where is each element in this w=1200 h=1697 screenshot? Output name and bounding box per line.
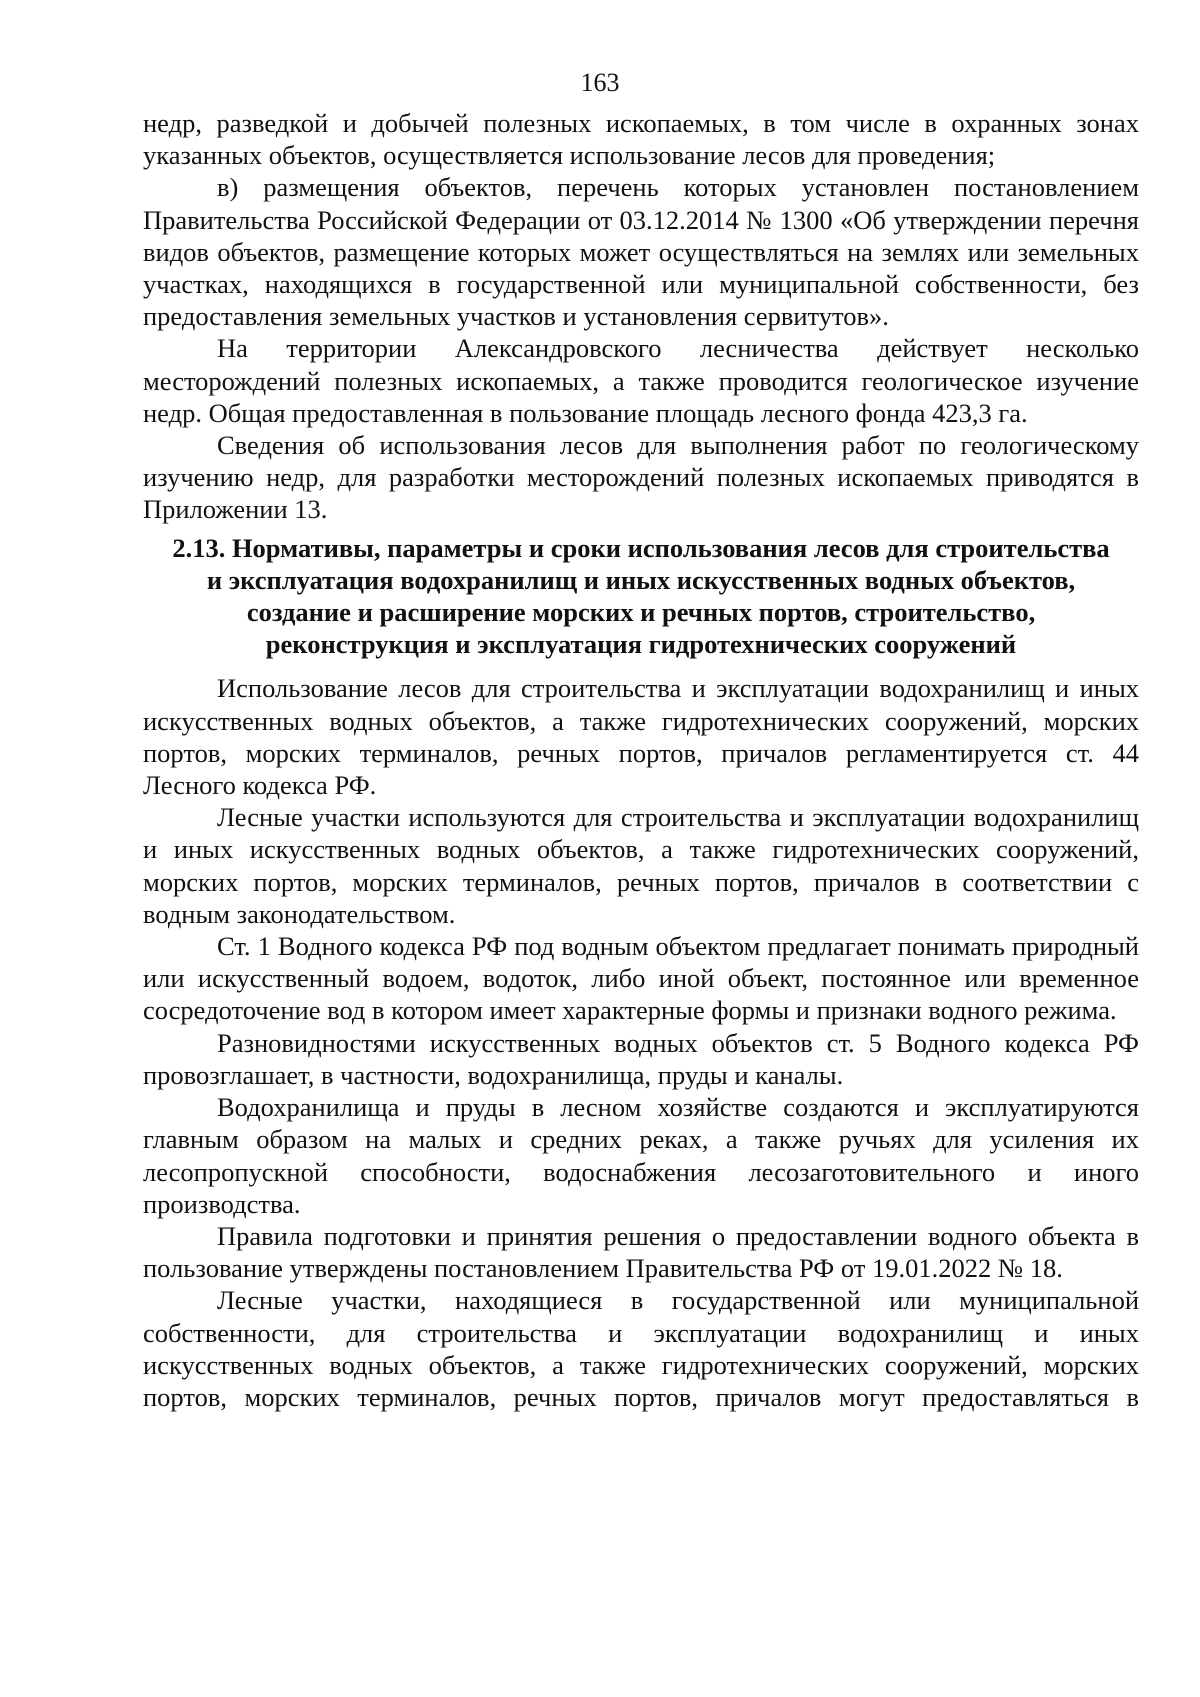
paragraph-rules-decree: Правила подготовки и принятия решения о предоставлении водного объекта в пользование утверждены постановлением Правительства РФ от 19.01.2022 № 18. (143, 1220, 1139, 1284)
paragraph-appendix-reference: Сведения об использования лесов для выполнения работ по геологическому изучению недр, для разработки месторождений полезных ископаемых приводятся в Приложении 13. (143, 430, 1139, 525)
paragraph-article-44: Использование лесов для строительства и эксплуатации водохранилищ и иных искусственных водных объектов, а также гидротехнических сооружений, морских портов, морских терминалов, речных портов, причалов регламентируется ст. 44 Лесного кодекса РФ. (143, 673, 1139, 801)
paragraph-continuation: недр, разведкой и добычей полезных ископаемых, в том числе в охранных зонах указанных объектов, осуществляется использование лесов для проведения; (143, 108, 1139, 171)
section-heading-line: 2.13. Нормативы, параметры и сроки использования лесов для строительства (172, 532, 1110, 563)
paragraph-reservoirs: Водохранилища и пруды в лесном хозяйстве создаются и эксплуатируются главным образом на малых и средних реках, а также ручьях для усиления их лесопропускной способности, водоснабжения лесозаготовительного и иного производства. (143, 1092, 1139, 1219)
document-body (143, 107, 1139, 1413)
section-heading-line: реконструкция и эксплуатация гидротехнических сооружений (265, 629, 1017, 660)
section-heading-line: и эксплуатация водохранилищ и иных искусственных водных объектов, (206, 564, 1076, 595)
paragraph-water-code-art-5: Разновидностями искусственных водных объектов ст. 5 Водного кодекса РФ провозглашает, в частности, водохранилища, пруды и каналы. (143, 1027, 1139, 1090)
paragraph-item-v: в) размещения объектов, перечень которых установлен постановлением Правительства Российской Федерации от 03.12.2014 № 1300 «Об утверждении перечня видов объектов, размещение которых может осуществляться на землях или земельных участках, находящихся в государственной или муниципальной собственности, без предоставления земельных участков и установления сервитутов». (143, 172, 1139, 332)
paragraph-water-code-art-1: Ст. 1 Водного кодекса РФ под водным объектом предлагает понимать природный или искусственный водоем, водоток, либо иной объект, постоянное или временное сосредоточение вод в котором имеет характерные формы и признаки водного режима. (143, 931, 1139, 1026)
paragraph-forest-plots-use: Лесные участки используются для строительства и эксплуатации водохранилищ и иных искусственных водных объектов, а также гидротехнических сооружений, морских портов, морских терминалов, речных портов, причалов в соответствии с водным законодательством. (143, 802, 1139, 929)
paragraph-deposits: На территории Александровского лесничества действует несколько месторождений полезных ископаемых, а также проводится геологическое изучение недр. Общая предоставленная в пользование площадь лесного фонда 423,3 га. (143, 333, 1139, 428)
paragraph-forest-plots-provision: Лесные участки, находящиеся в государственной или муниципальной собственности, для строительства и эксплуатации водохранилищ и иных искусственных водных объектов, а также гидротехнических сооружений, морских портов, морских терминалов, речных портов, причалов могут предоставляться в (143, 1285, 1139, 1412)
section-heading (143, 532, 1139, 661)
section-heading-line: создание и расширение морских и речных портов, строительство, (246, 597, 1036, 628)
page-number: 163 (580, 68, 620, 97)
